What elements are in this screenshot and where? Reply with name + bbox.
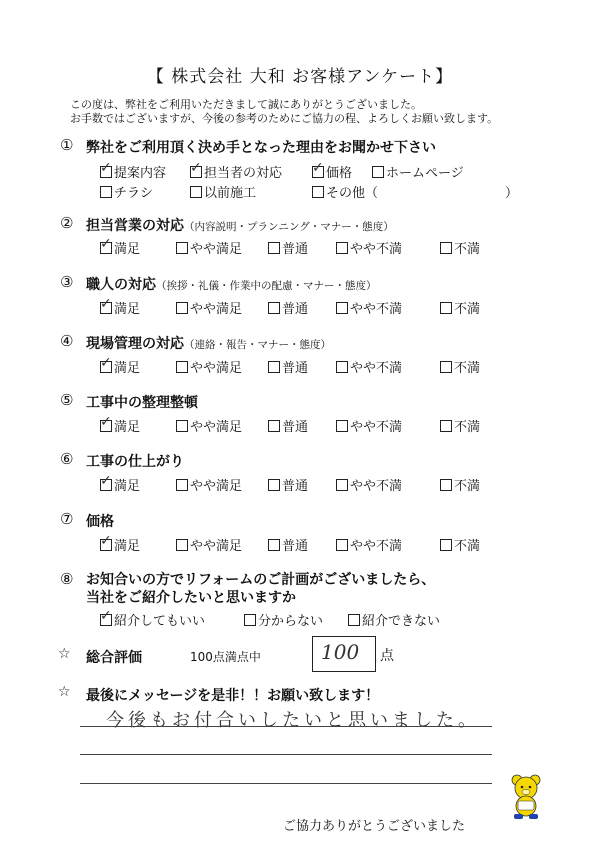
intro-line-1: この度は、弊社をご利用いただきまして誠にありがとうございました。 xyxy=(70,98,422,111)
score-unit: 点 xyxy=(380,648,394,664)
q5-number: ⑤ xyxy=(60,391,74,409)
checkbox-icon[interactable] xyxy=(336,242,348,254)
checkbox-icon[interactable] xyxy=(176,539,188,551)
q5-option-dissatisfied[interactable]: 不満 xyxy=(440,416,480,435)
q2-option-dissatisfied[interactable]: 不満 xyxy=(440,238,480,257)
intro-line-2: お手数ではございますが、今後の参考のためにご協力の程、よろしくお願い致します。 xyxy=(70,112,499,125)
checkbox-icon[interactable] xyxy=(176,420,188,432)
checkbox-icon[interactable] xyxy=(268,361,280,373)
q8-option-unwilling[interactable]: 紹介できない xyxy=(348,610,440,629)
q2-number: ② xyxy=(60,214,74,232)
checkbox-icon[interactable] xyxy=(100,479,112,491)
q7-option-dissatisfied[interactable]: 不満 xyxy=(440,535,480,554)
q5-text: 工事中の整理整頓 xyxy=(86,395,198,411)
bear-mascot-icon xyxy=(508,772,544,820)
message-line-2 xyxy=(80,754,492,755)
q6-option-somewhat-satisfied[interactable]: やや満足 xyxy=(176,475,242,494)
message-star-icon: ☆ xyxy=(58,684,71,700)
q5-option-somewhat-satisfied[interactable]: やや満足 xyxy=(176,416,242,435)
overall-label: 総合評価 xyxy=(86,650,142,666)
q4-option-somewhat-dissatisfied[interactable]: やや不満 xyxy=(336,357,402,376)
checkbox-icon[interactable] xyxy=(190,186,202,198)
checkbox-icon[interactable] xyxy=(190,166,202,178)
q8-line-1: お知合いの方でリフォームのご計画がございましたら、 xyxy=(86,572,436,588)
q4-option-satisfied[interactable]: ✓満足 xyxy=(100,357,140,376)
q4-option-dissatisfied[interactable]: 不満 xyxy=(440,357,480,376)
score-input[interactable] xyxy=(312,636,376,672)
checkbox-icon[interactable] xyxy=(312,166,324,178)
checkbox-icon[interactable] xyxy=(440,242,452,254)
q8-number: ⑧ xyxy=(60,570,74,588)
q2-option-satisfied[interactable]: ✓満足 xyxy=(100,238,140,257)
q4-option-somewhat-satisfied[interactable]: やや満足 xyxy=(176,357,242,376)
q4-option-neutral[interactable]: 普通 xyxy=(268,357,308,376)
q6-option-somewhat-dissatisfied[interactable]: やや不満 xyxy=(336,475,402,494)
checkbox-icon[interactable] xyxy=(440,361,452,373)
q7-option-somewhat-satisfied[interactable]: やや満足 xyxy=(176,535,242,554)
message-text[interactable]: 今後もお付合いしたいと思いました。 xyxy=(106,710,480,731)
q1-option-homepage[interactable]: ホームページ xyxy=(372,162,464,181)
q1-option-flyer[interactable]: チラシ xyxy=(100,182,153,201)
q2-option-neutral[interactable]: 普通 xyxy=(268,238,308,257)
q3-text: 職人の対応（挨拶・礼儀・作業中の配慮・マナー・態度） xyxy=(86,277,377,293)
q7-option-neutral[interactable]: 普通 xyxy=(268,535,308,554)
checkbox-icon[interactable] xyxy=(268,420,280,432)
q8-line-2: 当社をご紹介したいと思いますか xyxy=(86,590,296,606)
checkbox-icon[interactable] xyxy=(440,539,452,551)
q1-option-other[interactable]: その他（ xyxy=(312,182,378,201)
q1-text: 弊社をご利用頂く決め手となった理由をお聞かせ下さい xyxy=(86,140,436,156)
q7-number: ⑦ xyxy=(60,510,74,528)
q5-option-somewhat-dissatisfied[interactable]: やや不満 xyxy=(336,416,402,435)
overall-star-icon: ☆ xyxy=(58,646,71,662)
checkbox-icon[interactable] xyxy=(268,302,280,314)
checkbox-icon[interactable] xyxy=(348,614,360,626)
score-value: 100 xyxy=(321,640,360,664)
checkbox-icon[interactable] xyxy=(268,539,280,551)
checkbox-icon[interactable] xyxy=(176,361,188,373)
q1-option-proposal[interactable]: ✓提案内容 xyxy=(100,162,166,181)
q6-option-neutral[interactable]: 普通 xyxy=(268,475,308,494)
q3-number: ③ xyxy=(60,273,74,291)
checkbox-icon[interactable] xyxy=(440,420,452,432)
checkbox-icon[interactable] xyxy=(100,242,112,254)
checkbox-icon[interactable] xyxy=(336,361,348,373)
checkbox-icon[interactable] xyxy=(244,614,256,626)
q3-option-somewhat-dissatisfied[interactable]: やや不満 xyxy=(336,298,402,317)
checkbox-icon[interactable] xyxy=(100,166,112,178)
checkbox-icon[interactable] xyxy=(100,420,112,432)
q1-option-previous[interactable]: 以前施工 xyxy=(190,182,256,201)
checkbox-icon[interactable] xyxy=(176,242,188,254)
q4-text: 現場管理の対応（連絡・報告・マナー・態度） xyxy=(86,336,331,352)
q1-number: ① xyxy=(60,136,74,154)
q3-option-neutral[interactable]: 普通 xyxy=(268,298,308,317)
checkbox-icon[interactable] xyxy=(336,302,348,314)
checkbox-icon[interactable] xyxy=(336,539,348,551)
q5-option-neutral[interactable]: 普通 xyxy=(268,416,308,435)
q6-number: ⑥ xyxy=(60,450,74,468)
checkbox-icon[interactable] xyxy=(336,420,348,432)
checkbox-icon[interactable] xyxy=(100,186,112,198)
q4-number: ④ xyxy=(60,332,74,350)
q7-option-somewhat-dissatisfied[interactable]: やや不満 xyxy=(336,535,402,554)
checkbox-icon[interactable] xyxy=(268,479,280,491)
message-label: 最後にメッセージを是非！！お願い致します！ xyxy=(86,688,380,704)
checkbox-icon[interactable] xyxy=(440,479,452,491)
q6-option-satisfied[interactable]: ✓満足 xyxy=(100,475,140,494)
q6-option-dissatisfied[interactable]: 不満 xyxy=(440,475,480,494)
q7-option-satisfied[interactable]: ✓満足 xyxy=(100,535,140,554)
q2-text: 担当営業の対応（内容説明・プランニング・マナー・態度） xyxy=(86,218,394,234)
checkbox-icon[interactable] xyxy=(176,479,188,491)
q3-option-somewhat-satisfied[interactable]: やや満足 xyxy=(176,298,242,317)
checkbox-icon[interactable] xyxy=(440,302,452,314)
checkbox-icon[interactable] xyxy=(268,242,280,254)
checkbox-icon[interactable] xyxy=(336,479,348,491)
q3-option-satisfied[interactable]: ✓満足 xyxy=(100,298,140,317)
checkbox-icon[interactable] xyxy=(100,302,112,314)
checkbox-icon[interactable] xyxy=(100,539,112,551)
page-title: 【 株式会社 大和 お客様アンケート】 xyxy=(146,67,454,87)
q2-option-somewhat-dissatisfied[interactable]: やや不満 xyxy=(336,238,402,257)
q8-option-unsure[interactable]: 分からない xyxy=(244,610,323,629)
checkbox-icon[interactable] xyxy=(100,361,112,373)
checkbox-icon[interactable] xyxy=(176,302,188,314)
checkbox-icon[interactable] xyxy=(100,614,112,626)
checkbox-icon[interactable] xyxy=(372,166,384,178)
q7-text: 価格 xyxy=(86,514,114,530)
message-line-3 xyxy=(80,783,492,784)
q1-other-close: ） xyxy=(505,186,519,201)
q8-option-willing[interactable]: ✓紹介してもいい xyxy=(100,610,205,629)
overall-scale: 100点満点中 xyxy=(190,650,261,664)
thanks-text: ご協力ありがとうございました xyxy=(283,819,466,834)
q1-option-staff[interactable]: ✓ 担当者の対応 xyxy=(190,162,282,181)
q6-text: 工事の仕上がり xyxy=(86,454,184,470)
q1-option-price[interactable]: ✓ 価格 xyxy=(312,162,352,181)
q3-option-dissatisfied[interactable]: 不満 xyxy=(440,298,480,317)
q5-option-satisfied[interactable]: ✓満足 xyxy=(100,416,140,435)
checkbox-icon[interactable] xyxy=(312,186,324,198)
message-line-1 xyxy=(80,726,492,727)
q2-option-somewhat-satisfied[interactable]: やや満足 xyxy=(176,238,242,257)
